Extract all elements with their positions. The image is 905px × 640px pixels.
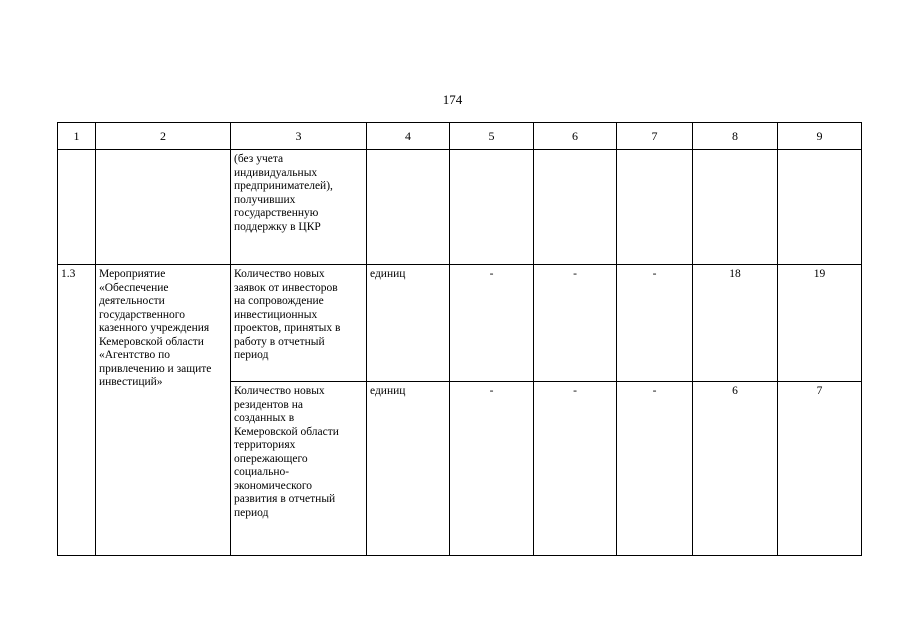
header-cell: 6 bbox=[534, 123, 617, 150]
value-cell: - bbox=[534, 265, 617, 382]
value-cell: - bbox=[617, 265, 693, 382]
unit-cell: единиц bbox=[367, 265, 450, 382]
value-cell bbox=[617, 150, 693, 265]
header-cell: 7 bbox=[617, 123, 693, 150]
value-cell bbox=[693, 150, 778, 265]
activity-cell: Мероприятие «Обеспечение деятельности государственного казенного учреждения Кемеровской области «Агентство по привлечению и защите инвестиций» bbox=[96, 265, 231, 556]
header-cell: 9 bbox=[778, 123, 862, 150]
value-cell bbox=[534, 150, 617, 265]
row-number-cell: 1.3 bbox=[58, 265, 96, 556]
value-cell: - bbox=[617, 382, 693, 556]
header-cell: 4 bbox=[367, 123, 450, 150]
indicator-cell: (без учета индивидуальных предпринимателей), получивших государственную поддержку в ЦКР bbox=[231, 150, 367, 265]
value-cell bbox=[778, 150, 862, 265]
value-cell: - bbox=[450, 382, 534, 556]
page-number: 174 bbox=[442, 92, 463, 107]
value-cell: 7 bbox=[778, 382, 862, 556]
table-header-row bbox=[58, 123, 862, 150]
table-row bbox=[58, 265, 862, 382]
unit-cell: единиц bbox=[367, 382, 450, 556]
value-cell: 18 bbox=[693, 265, 778, 382]
value-cell bbox=[450, 150, 534, 265]
unit-cell bbox=[367, 150, 450, 265]
header-cell: 3 bbox=[231, 123, 367, 150]
value-cell: 19 bbox=[778, 265, 862, 382]
table-row bbox=[58, 150, 862, 265]
header-cell: 5 bbox=[450, 123, 534, 150]
indicator-cell: Количество новых резидентов на созданных в Кемеровской области территориях опережающего социально- экономического развития в отчетный период bbox=[231, 382, 367, 556]
header-cell: 8 bbox=[693, 123, 778, 150]
indicator-cell: Количество новых заявок от инвесторов на сопровождение инвестиционных проектов, принятых в работу в отчетный период bbox=[231, 265, 367, 382]
value-cell: - bbox=[534, 382, 617, 556]
value-cell: 6 bbox=[693, 382, 778, 556]
header-cell: 2 bbox=[96, 123, 231, 150]
row-number-cell bbox=[58, 150, 96, 265]
header-cell: 1 bbox=[58, 123, 96, 150]
indicators-table bbox=[57, 122, 862, 556]
activity-cell bbox=[96, 150, 231, 265]
value-cell: - bbox=[450, 265, 534, 382]
